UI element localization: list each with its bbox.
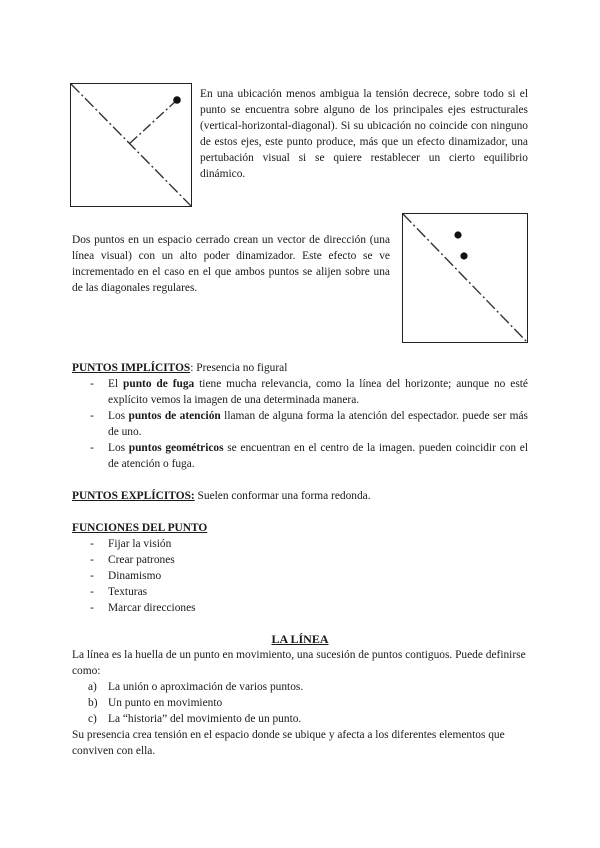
point-functions-list [88, 536, 528, 616]
perpendicular-line [129, 100, 177, 144]
list-item: - Texturas [88, 584, 528, 600]
diagonal-line [71, 84, 191, 206]
list-item: c) La “historia” del movimiento de un punto. [88, 713, 302, 725]
explicit-points-heading: PUNTOS EXPLÍCITOS: [72, 490, 195, 502]
list-item: b) Un punto en movimiento [88, 697, 223, 709]
line-intro: La línea es la huella de un punto en movimiento, una sucesión de puntos contiguos. Puede definirse como: [72, 649, 526, 677]
line-definitions-list [88, 679, 528, 727]
section-explicit-points [72, 488, 528, 504]
explicit-points-text: Suelen conformar una forma redonda. [194, 490, 371, 502]
figure-two-points [402, 213, 528, 343]
list-item: - Marcar direcciones [88, 600, 528, 616]
point-functions-heading: FUNCIONES DEL PUNTO [72, 522, 208, 534]
point-dot-upper [454, 231, 461, 238]
list-item: a) La unión o aproximación de varios puntos. [88, 681, 304, 693]
list-item: - Crear patrones [88, 552, 528, 568]
section-point-functions [72, 520, 528, 616]
list-item: - Los puntos de atención llaman de alguna forma la atención del espectador. puede ser más de uno. [88, 408, 528, 440]
implicit-points-heading: PUNTOS IMPLÍCITOS [72, 362, 191, 374]
figure-single-point-drawing [71, 84, 191, 206]
implicit-points-list [88, 376, 528, 472]
section-line [72, 631, 528, 759]
list-item: - Dinamismo [88, 568, 528, 584]
paragraph-two-points: Dos puntos en un espacio cerrado crean un vector de dirección (una línea visual) con un alto poder dinamizador. Este efecto se ve incrementado en el caso en el que ambos puntos se alijen sobre una de las diagonales regulares. [72, 234, 390, 294]
diagonal-line [403, 214, 527, 342]
point-dot-lower [460, 252, 467, 259]
figure-two-points-drawing [403, 214, 527, 342]
paragraph-tension: En una ubicación menos ambigua la tensión decrece, sobre todo si el punto se encuentra sobre alguno de los principales ejes estructurales (vertical-horizontal-diagonal). Si su ubicación no coincide con ninguno de estos ejes, este punto produce, más que un efecto dinamizador, una pertubación visual si se quiere restablecer un cierto equilibrio dinámico. [200, 88, 528, 180]
implicit-points-title [72, 360, 528, 376]
implicit-points-subtitle: : Presencia no figural [190, 362, 288, 374]
list-item: - Los puntos geométricos se encuentran en el centro de la imagen. pueden coincidir con el de atención o fuga. [88, 440, 528, 472]
point-dot [173, 96, 181, 104]
list-item: - Fijar la visión [88, 536, 528, 552]
list-item: - El punto de fuga tiene mucha relevancia, como la línea del horizonte; aunque no esté explícito vemos la imagen de una determinada manera. [88, 376, 528, 408]
section-implicit-points [72, 360, 528, 472]
line-outro: Su presencia crea tensión en el espacio donde se ubique y afecta a los diferentes elementos que conviven con ella. [72, 729, 505, 757]
figure-single-point [70, 83, 192, 207]
line-title: LA LÍNEA [271, 632, 329, 646]
